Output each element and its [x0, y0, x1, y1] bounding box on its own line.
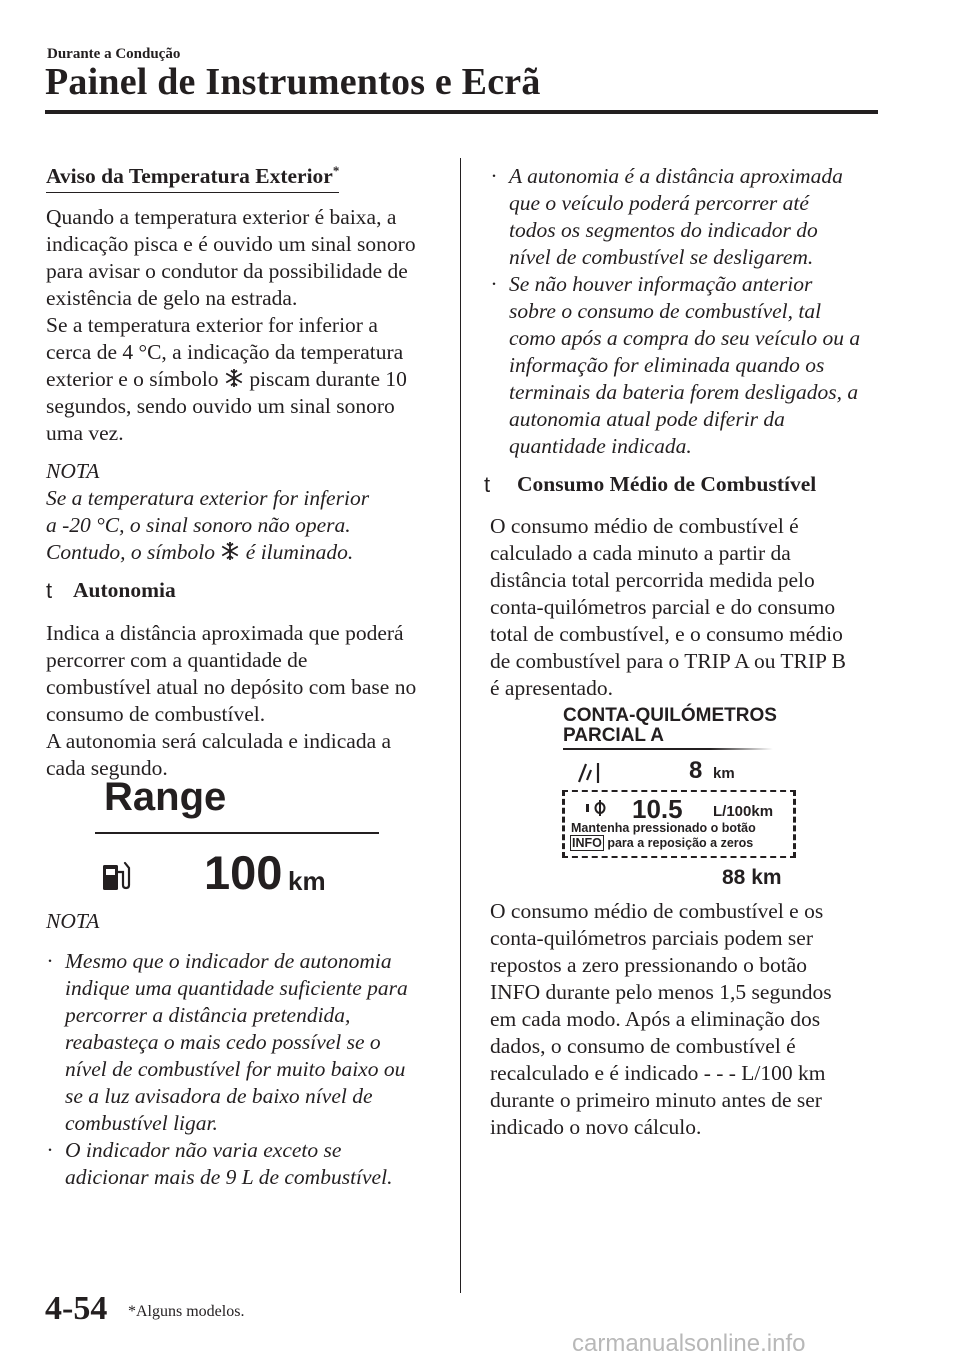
body-line: durante o primeiro minuto antes de ser [490, 1088, 822, 1112]
outside-temp-note [46, 458, 446, 566]
bullet-line: reabasteça o mais cedo possível se o [65, 1030, 381, 1054]
body-line: INFO durante pelo menos 1,5 segundos [490, 980, 832, 1004]
body-line: existência de gelo na estrada. [46, 286, 298, 310]
body-line: percorrer com a quantidade de [46, 648, 308, 672]
trip-display-rule [563, 748, 773, 750]
note-label: NOTA [46, 459, 100, 483]
body-line: recalculado e é indicado - - - L/100 km [490, 1061, 826, 1085]
trip-consumption-value: 10.5 [632, 794, 683, 824]
body-line: para avisar o condutor da possibilidade de [46, 259, 408, 283]
note-line-part: Contudo, o símbolo [46, 540, 221, 564]
bullet-line: nível de combustível se desligarem. [509, 245, 814, 269]
watermark: carmanualsonline.info [572, 1330, 806, 1357]
range-display-rule [95, 832, 379, 834]
body-line: conta-quilómetros parcial e do consumo [490, 595, 836, 619]
column-divider [460, 158, 461, 1293]
page-title: Painel de Instrumentos e Ecrã [45, 61, 541, 103]
body-line: combustível atual no depósito com base no [46, 675, 417, 699]
trip-range-value: 88 km [722, 866, 782, 889]
fuel-pump-icon [100, 856, 136, 894]
body-line: cada segundo. [46, 756, 168, 780]
note-line-part: é iluminado. [240, 540, 354, 564]
body-line: é apresentado. [490, 676, 613, 700]
snowflake-icon [220, 541, 240, 561]
body-line: total de combustível, e o consumo médio [490, 622, 843, 646]
body-line: conta-quilómetros parciais podem ser [490, 926, 813, 950]
avg-fuel-body-after [490, 898, 890, 1141]
bullet-marker: · [491, 272, 497, 296]
body-line: O consumo médio de combustível é [490, 514, 799, 538]
body-line: A autonomia será calculada e indicada a [46, 729, 392, 753]
snowflake-icon [224, 368, 244, 388]
body-line: O consumo médio de combustível e os [490, 899, 824, 923]
body-line: indicado o novo cálculo. [490, 1115, 702, 1139]
trip-meter-icon [576, 760, 606, 786]
body-line: de combustível para o TRIP A ou TRIP B [490, 649, 846, 673]
body-line-part: exterior e o símbolo [46, 367, 224, 391]
range-display-title: Range [104, 775, 227, 819]
body-line: indicação pisca e é ouvido um sinal sonoro [46, 232, 416, 256]
bullet-line: como após a compra do seu veículo ou a [509, 326, 861, 350]
body-line-part: piscam durante 10 [243, 367, 407, 391]
body-line: consumo de combustível. [46, 702, 266, 726]
section-marker: t [484, 472, 491, 497]
bullet-line: se a luz avisadora de baixo nível de [65, 1084, 373, 1108]
trip-distance-unit: km [713, 765, 735, 782]
bullet-line: terminais da bateria forem desligados, a [509, 380, 859, 404]
body-line: calculado a cada minuto a partir da [490, 541, 791, 565]
bullet-marker: · [491, 164, 497, 188]
body-line: uma vez. [46, 421, 124, 445]
outside-temp-heading-text: Aviso da Temperatura Exterior [46, 164, 333, 189]
body-line: segundos, sendo ouvido um sinal sonoro [46, 394, 395, 418]
bullet-line: Mesmo que o indicador de autonomia [65, 949, 392, 973]
note-line: Se a temperatura exterior for inferior [46, 486, 370, 510]
body-line: em cada modo. Após a eliminação dos [490, 1007, 821, 1031]
bullet-line: percorrer a distância pretendida, [65, 1003, 351, 1027]
bullet-line: sobre o consumo de combustível, tal [509, 299, 822, 323]
avg-fuel-heading-text: Consumo Médio de Combustível [517, 472, 817, 496]
bullet-line: Se não houver informação anterior [509, 272, 813, 296]
body-line: repostos a zero pressionando o botão [490, 953, 808, 977]
range-body [46, 620, 446, 782]
note-line: a -20 °C, o sinal sonoro não opera. [46, 513, 351, 537]
range-heading [46, 578, 446, 606]
bullet-line: nível de combustível for muito baixo ou [65, 1057, 406, 1081]
bullet-line: combustível ligar. [65, 1111, 218, 1135]
body-line: distância total percorrida medida pelo [490, 568, 815, 592]
body-line: Quando a temperatura exterior é baixa, a [46, 205, 397, 229]
footnote-marker: * [332, 163, 340, 178]
bullet-line: O indicador não varia exceto se [65, 1138, 342, 1162]
body-line: dados, o consumo de combustível é [490, 1034, 796, 1058]
body-line-with-icon [46, 366, 446, 393]
section-marker: t [46, 578, 53, 603]
trip-consumption-unit: L/100km [713, 803, 774, 820]
note-line-with-icon [46, 539, 446, 566]
trip-display-title [563, 706, 777, 746]
body-line: cerca de 4 °C, a indicação da temperatura [46, 340, 404, 364]
trip-reset-hint-line [570, 836, 753, 850]
range-display-value: 100 [204, 846, 283, 899]
info-button-label: INFO [572, 836, 602, 850]
trip-reset-hint-text: para a reposição a zeros [607, 836, 754, 850]
avg-fuel-heading [484, 472, 894, 500]
bullet-line: A autonomia é a distância aproximada [509, 164, 843, 188]
range-heading-text: Autonomia [73, 578, 176, 602]
trip-title-line: PARCIAL A [563, 725, 664, 746]
range-display-unit: km [288, 866, 326, 896]
page-number: 4-54 [45, 1290, 108, 1327]
outside-temp-heading [46, 163, 446, 193]
bullet-line: indique uma quantidade suficiente para [65, 976, 408, 1000]
bullet-line: autonomia atual pode diferir da [509, 407, 785, 431]
header-rule [45, 110, 878, 114]
bullet-line: quantidade indicada. [509, 434, 692, 458]
section-label: Durante a Condução [47, 46, 181, 62]
avg-fuel-body [490, 513, 890, 702]
fuel-consumption-icon [585, 799, 609, 817]
bullet-line: que o veículo poderá percorrer até [509, 191, 809, 215]
bullet-marker: · [47, 1138, 53, 1162]
trip-distance-value: 8 [689, 757, 703, 784]
range-note-label: NOTA [46, 909, 100, 933]
bullet-line: todos os segmentos do indicador do [509, 218, 818, 242]
bullet-line: informação for eliminada quando os [509, 353, 825, 377]
trip-title-line: CONTA-QUILÓMETROS [563, 705, 777, 726]
trip-reset-hint: Mantenha pressionado o botão [571, 821, 756, 835]
body-line: Indica a distância aproximada que poderá [46, 621, 404, 645]
bullet-marker: · [47, 949, 53, 973]
body-line: Se a temperatura exterior for inferior a [46, 313, 378, 337]
outside-temp-body [46, 204, 446, 447]
bullet-line: adicionar mais de 9 L de combustível. [65, 1165, 393, 1189]
footnote: *Alguns modelos. [128, 1303, 245, 1320]
